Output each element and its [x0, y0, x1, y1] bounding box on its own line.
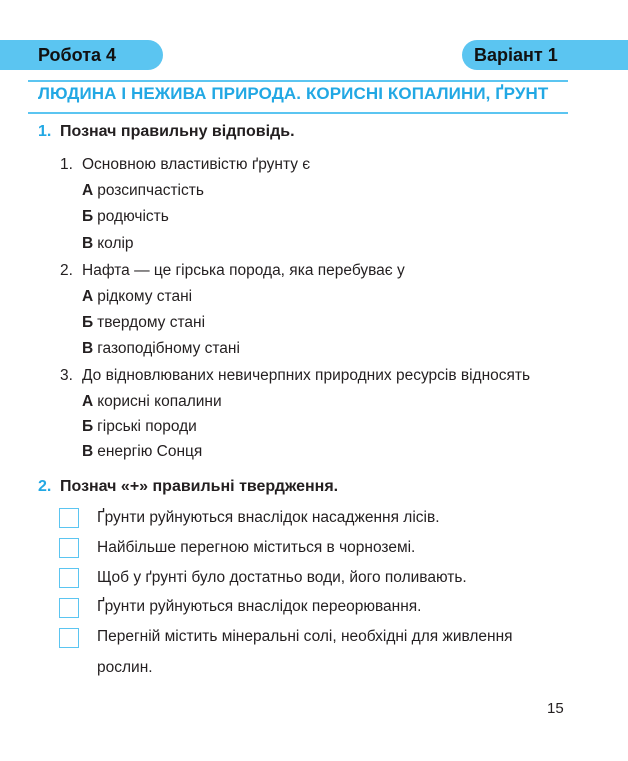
- option-2b[interactable]: [82, 314, 205, 332]
- question-number: 1.: [60, 156, 73, 173]
- option-1a[interactable]: [82, 182, 204, 200]
- option-letter: В: [82, 443, 94, 460]
- statement-checkbox-1[interactable]: [59, 508, 79, 528]
- option-text: енергію Сонця: [97, 443, 203, 460]
- question-2: [60, 262, 405, 280]
- option-text: розсипчастість: [97, 182, 204, 199]
- task-1-heading: [38, 123, 295, 141]
- statement-4: Ґрунти руйнуються внаслідок переорювання.: [97, 598, 422, 615]
- question-number: 3.: [60, 367, 73, 384]
- statement-2: Найбільше перегною міститься в чорноземі.: [97, 539, 416, 556]
- question-text: До відновлюваних невичерпних природних ресурсів відносять: [82, 367, 531, 384]
- task-2-number: 2.: [38, 478, 52, 495]
- statement-checkbox-2[interactable]: [59, 538, 79, 558]
- option-1b[interactable]: [82, 208, 169, 226]
- option-letter: А: [82, 288, 94, 305]
- option-3c[interactable]: [82, 443, 202, 461]
- option-text: корисні копалини: [97, 393, 222, 410]
- work-number-text: Робота 4: [38, 45, 117, 65]
- option-letter: Б: [82, 208, 94, 225]
- work-number-label: [0, 40, 163, 70]
- page-title: ЛЮДИНА І НЕЖИВА ПРИРОДА. КОРИСНІ КОПАЛИНИ, ҐРУНТ: [38, 84, 549, 103]
- question-text: Нафта — це гірська порода, яка перебуває у: [82, 262, 405, 279]
- option-text: рідкому стані: [97, 288, 193, 305]
- title-bottom-rule: [28, 112, 568, 114]
- task-2-heading: [38, 478, 338, 496]
- question-1: [60, 156, 310, 174]
- option-letter: В: [82, 340, 94, 357]
- option-3b[interactable]: [82, 418, 197, 436]
- option-2a[interactable]: [82, 288, 192, 306]
- statement-checkbox-3[interactable]: [59, 568, 79, 588]
- option-text: газоподібному стані: [97, 340, 240, 357]
- option-text: гірські породи: [97, 418, 197, 435]
- option-letter: Б: [82, 418, 94, 435]
- option-3a[interactable]: [82, 393, 222, 411]
- question-number: 2.: [60, 262, 73, 279]
- option-text: родючість: [97, 208, 169, 225]
- task-2-instruction: Познач «+» правильні твердження.: [60, 478, 339, 495]
- statement-checkbox-5[interactable]: [59, 628, 79, 648]
- title-top-rule: [28, 80, 568, 82]
- option-text: твердому стані: [97, 314, 206, 331]
- statement-checkbox-4[interactable]: [59, 598, 79, 618]
- option-2c[interactable]: [82, 340, 240, 358]
- statement-5: Перегній містить мінеральні солі, необхідні для живлення: [97, 628, 513, 645]
- page-number: 15: [547, 700, 564, 717]
- variant-text: Варіант 1: [474, 45, 558, 65]
- option-letter: А: [82, 393, 94, 410]
- question-3: [60, 367, 530, 385]
- question-text: Основною властивістю ґрунту є: [82, 156, 311, 173]
- option-text: колір: [97, 235, 134, 252]
- option-letter: Б: [82, 314, 94, 331]
- option-1c[interactable]: [82, 235, 134, 253]
- option-letter: А: [82, 182, 94, 199]
- statement-3: Щоб у ґрунті було достатньо води, його поливають.: [97, 569, 467, 586]
- task-1-number: 1.: [38, 123, 52, 140]
- task-1-instruction: Познач правильну відповідь.: [60, 123, 295, 140]
- option-letter: В: [82, 235, 94, 252]
- variant-label: [462, 40, 628, 70]
- statement-5-continuation: рослин.: [97, 659, 153, 676]
- statement-1: Ґрунти руйнуються внаслідок насадження лісів.: [97, 509, 440, 526]
